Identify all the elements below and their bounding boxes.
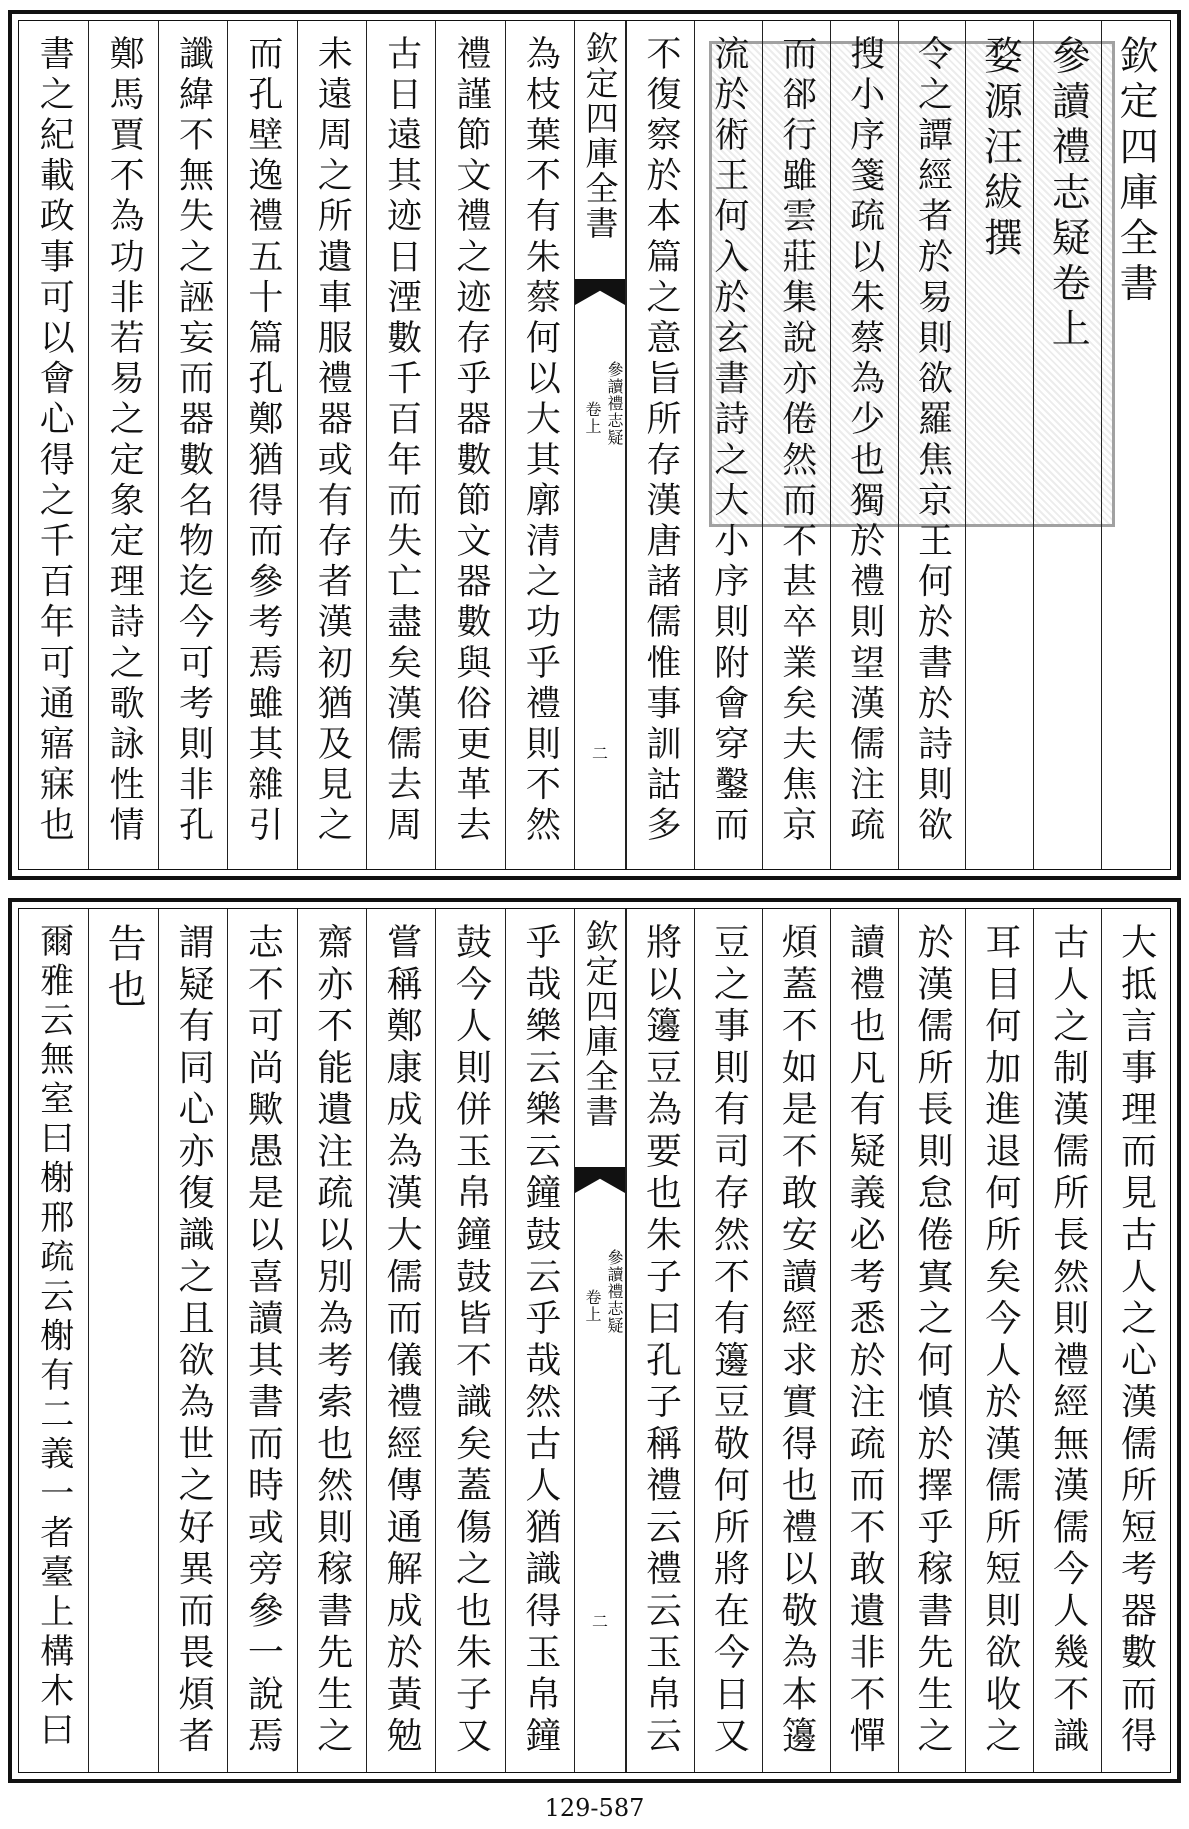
text-column [898, 909, 966, 1772]
band-leaf-number: 二 [591, 744, 609, 763]
column-text: 欽定四庫全書 [1113, 35, 1159, 308]
column-text: 將以籩豆為要也朱子曰孔子稱禮云禮云玉帛云 [640, 923, 682, 1759]
column-text: 爾雅云無室曰榭邢疏云榭有二義一者臺上構木曰 [33, 923, 74, 1752]
column-text: 搜小序箋疏以朱蔡為少也獨於禮則望漢儒注疏 [844, 35, 885, 847]
column-text: 未遠周之所遺車服禮器或有存者漢初猶及見之 [312, 35, 353, 847]
band-leaf-number: 二 [591, 1612, 609, 1631]
column-text: 不復察於本篇之意旨所存漢唐諸儒惟事訓詁多 [640, 35, 681, 847]
fish-tail-ornament [575, 279, 625, 305]
text-column [366, 909, 435, 1772]
bottom-center-band [574, 909, 626, 1772]
text-column [1101, 909, 1169, 1772]
text-column [366, 21, 435, 869]
text-column [19, 21, 88, 869]
column-text: 齋亦不能遺注疏以別為考索也然則稼書先生之 [311, 923, 353, 1759]
text-column [297, 909, 366, 1772]
text-column [158, 909, 227, 1772]
column-text: 讖緯不無失之誣妄而器數名物迄今可考則非孔 [173, 35, 214, 847]
band-juan: 卷上 [583, 1289, 602, 1323]
text-column [158, 21, 227, 869]
text-column [435, 21, 504, 869]
column-text: 書之紀載政事可以會心得之千百年可通寤寐也 [34, 35, 75, 847]
fish-tail-ornament [575, 1167, 625, 1193]
text-column [1033, 21, 1101, 869]
text-column [19, 909, 88, 1772]
column-text: 鼓今人則併玉帛鐘鼓皆不識矣蓋傷之也朱子又 [450, 923, 492, 1759]
column-text: 參讀禮志疑卷上 [1045, 35, 1091, 354]
text-column [297, 21, 366, 869]
top-center-band [574, 21, 626, 869]
column-text: 鄭馬賈不為功非若易之定象定理詩之歌詠性情 [104, 35, 145, 847]
column-text: 志不可尚歟愚是以喜讀其書而時或旁參一說焉 [242, 923, 284, 1759]
column-text: 古日遠其迹日湮數千百年而失亡盡矣漢儒去周 [381, 35, 422, 847]
band-subtitle: 參讀禮志疑 [605, 361, 624, 446]
band-title: 欽定四庫全書 [580, 31, 620, 241]
text-column [830, 909, 898, 1772]
column-text: 謂疑有同心亦復識之且欲為世之好異而畏煩者 [172, 923, 214, 1759]
top-folio-frame [18, 20, 1171, 870]
column-text: 告也 [101, 923, 147, 1014]
text-column [762, 909, 830, 1772]
text-column [626, 21, 694, 869]
column-text: 古人之制漢儒所長然則禮經無漢儒今人幾不識 [1047, 923, 1089, 1759]
band-title: 欽定四庫全書 [580, 919, 620, 1129]
text-column [898, 21, 966, 869]
text-column [505, 21, 574, 869]
column-text: 讀禮也凡有疑義必考悉於注疏而不敢遺非不憚 [844, 923, 886, 1759]
text-column [505, 909, 574, 1772]
text-column [88, 21, 157, 869]
bottom-folio-frame [18, 908, 1171, 1773]
text-column [626, 909, 694, 1772]
page-number: 129-587 [544, 1794, 645, 1822]
text-column [965, 21, 1033, 869]
text-column [694, 909, 762, 1772]
column-text: 而郤行雖雲莊集說亦倦然而不甚卒業矣夫焦京 [776, 35, 817, 847]
text-column [88, 909, 157, 1772]
text-column [694, 21, 762, 869]
column-text: 為枝葉不有朱蔡何以大其廓清之功乎禮則不然 [520, 35, 561, 847]
column-text: 豆之事則有司存然不有籩豆敬何所將在今日又 [708, 923, 750, 1759]
text-column [965, 909, 1033, 1772]
text-column [762, 21, 830, 869]
column-text: 煩蓋不如是不敢安讀經求實得也禮以敬為本籩 [776, 923, 818, 1759]
text-column [227, 21, 296, 869]
text-column [1033, 909, 1101, 1772]
band-juan: 卷上 [583, 401, 602, 435]
column-text: 流於術王何入於玄書詩之大小序則附會穿鑿而 [708, 35, 749, 847]
text-column [435, 909, 504, 1772]
column-text: 令之譚經者於易則欲羅焦京王何於書於詩則欲 [912, 35, 953, 847]
column-text: 嘗稱鄭康成為漢大儒而儀禮經傳通解成於黃勉 [381, 923, 423, 1759]
column-text: 於漢儒所長則怠倦寘之何慎於擇乎稼書先生之 [911, 923, 953, 1759]
text-column [830, 21, 898, 869]
text-column [1101, 21, 1169, 869]
top-folio [8, 10, 1181, 880]
column-text: 耳目何加進退何所矣今人於漢儒所短則欲收之 [979, 923, 1021, 1759]
column-text: 大抵言事理而見古人之心漢儒所短考器數而得 [1115, 923, 1157, 1759]
column-text: 婺源汪紱撰 [977, 35, 1023, 263]
bottom-folio [8, 898, 1181, 1783]
text-column [227, 909, 296, 1772]
column-text: 乎哉樂云樂云鐘鼓云乎哉然古人猶識得玉帛鐘 [519, 923, 561, 1759]
band-subtitle: 參讀禮志疑 [605, 1249, 624, 1334]
column-text: 禮謹節文禮之迹存乎器數節文器數與俗更革去 [450, 35, 491, 847]
column-text: 而孔壁逸禮五十篇孔鄭猶得而參考焉雖其雜引 [242, 35, 283, 847]
